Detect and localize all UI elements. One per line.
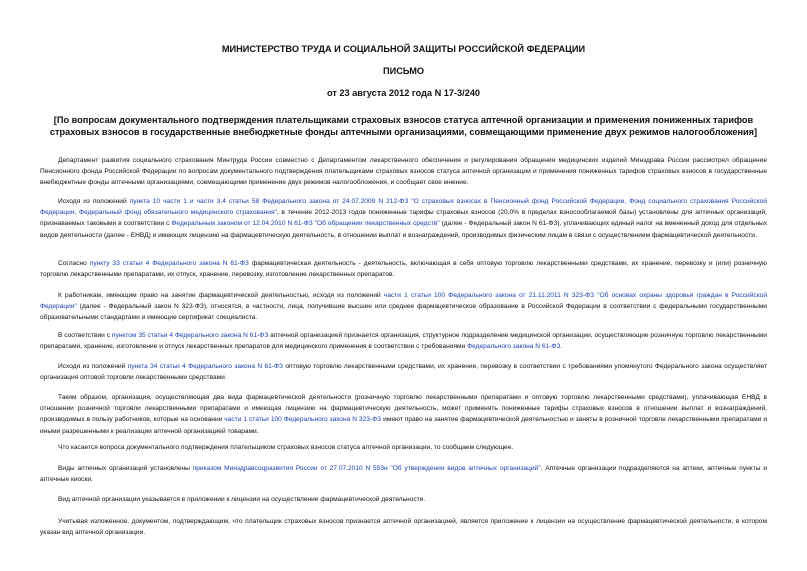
law-212-fz-link[interactable]: пункта 10 части 1 и части 3.4 статьи 58 Федерального закона от 24.07.2009 N 212-ФЗ "О страховых взносах в Пенсионный фонд Российской Федерации, Фонд социального страхования Российской Федерации, Федеральный фонд обязательного медицинского страхования" — [40, 198, 767, 217]
paragraph-6: Исходя из положений пункта 34 статьи 4 Федерального закона N 61-ФЗ оптовую торговлю лекарственными средствами, их хранение, перевозку в соответствии с требованиями упомянутого Федерального закона осуществляет организация оптовой торговли лекарственными средствами. — [40, 363, 767, 382]
law-61-fz-p33-link[interactable]: пункту 33 статьи 4 Федерального закона N 61-ФЗ — [89, 260, 249, 267]
paragraph-7: Таким образом, организация, осуществляющая два вида фармацевтической деятельности (розничную торговлю лекарственными препаратами и оптовую торговлю лекарственными средствами), уплачивающая ЕНВД в отношении розничной торговли лекарственными препаратами и имеющая лицензию на фармацевтическую деятельность, может применять пониженные тарифы страховых взносов в отношении выплат и вознаграждений, производимых в пользу работников, которые на основании части 1 статьи 100 Федерального закона N 323-ФЗ имеют право на занятие фармацевтической деятельностью и заняты в розничной торговле лекарственными препаратами и иными разрешенными к реализации аптечной организацией товарами. — [40, 394, 768, 435]
document-subject: [По вопросам документального подтверждения плательщиками страховых взносов статуса аптечной организации и применения пониженных тарифов страховых взносов в государственные внебюджетные фонды аптечными организациями, совмещающими применение двух режимов налогообложения] — [49, 115, 758, 137]
document-type: ПИСЬМО — [382, 66, 425, 76]
law-323-fz-art100-link[interactable]: части 1 статьи 100 Федерального закона N 323-ФЗ — [224, 416, 382, 424]
document-date-number: от 23 августа 2012 года N 17-3/240 — [326, 88, 481, 98]
paragraph-8: Что касается вопроса документального подтверждения плательщиком страховых взносов статуса аптечной организации, то сообщаем следующее. — [58, 444, 514, 451]
law-61-fz-p35-link[interactable]: пунктом 35 статьи 4 Федерального закона N 61-ФЗ — [111, 332, 269, 339]
paragraph-10: Вид аптечной организации указывается в приложении к лицензии на осуществление фармацевтической деятельности. — [58, 496, 426, 503]
law-323-fz-link[interactable]: части 1 статьи 100 Федерального закона от 21.11.2011 N 323-ФЗ "Об основах охраны здоровья граждан в Российской Федерации" — [40, 292, 767, 311]
order-553n-link[interactable]: приказом Минздравсоцразвития России от 27.07.2010 N 553н "Об утверждении видов аптечных организаций" — [192, 465, 541, 472]
law-61-fz-link[interactable]: Федеральным законом от 12.04.2010 N 61-ФЗ "Об обращении лекарственных средств" — [171, 220, 440, 228]
paragraph-5: В соответствии с пунктом 35 статьи 4 Федерального закона N 61-ФЗ аптечной организацией признается организация, структурное подразделение медицинской организации, осуществляющие розничную торговлю лекарственными препаратами, хранение, изготовление и отпуск лекарственных препаратов для медицинского применения в соответствии с требованиями Федерального закона N 61-ФЗ. — [40, 332, 767, 351]
paragraph-2: Исходя из положений пункта 10 части 1 и части 3.4 статьи 58 Федерального закона от 24.07.2009 N 212-ФЗ "О страховых взносах в Пенсионный фонд Российской Федерации, Фонд социального страхования Российской Федерации, Федеральный фонд обязательного медицинского страхования", в течение 2012-2013 годов пониженные тарифы страховых взносов (20,0% в пределах взносооблагаемой базы) установлены для аптечных организаций, признаваемых таковыми в соответствии с Федеральным законом от 12.04.2010 N 61-ФЗ "Об обращении лекарственных средств" (далее - Федеральный закон N 61-ФЗ), уплачивающих единый налог на вмененный доход для отдельных видов деятельности (далее - ЕНВД) и имеющих лицензию на фармацевтическую деятельность, в отношении выплат и вознаграждений, производимых физическим лицам в связи с осуществлением фармацевтической деятельности. — [40, 198, 767, 239]
paragraph-4: К работникам, имеющим право на занятие фармацевтической деятельностью, исходя из положений части 1 статьи 100 Федерального закона от 21.11.2011 N 323-ФЗ "Об основах охраны здоровья граждан в Российской Федерации" (далее - Федеральный закон N 323-ФЗ), относятся, в частности, лица, получившие высшее или среднее фармацевтическое образование в Российской Федерации в соответствии с федеральными государственными образовательными стандартами и имеющие сертификат специалиста. — [40, 292, 767, 322]
paragraph-1: Департамент развития социального страхования Минтруда России совместно с Департаментом лекарственного обеспечения и регулирования обращения медицинских изделий Минздрава России рассмотрел обращение Пенсионного фонда Российской Федерации по вопросам документального подтверждения плательщиками страховых взносов статуса аптечной организации и применения пониженных тарифов страховых взносов в государственные внебюджетные фонды аптечными организациями, совмещающими применение двух режимов налогообложения, и сообщает свое мнение. — [40, 157, 767, 187]
paragraph-9: Виды аптечных организаций установлены приказом Минздравсоцразвития России от 27.07.2010 N 553н "Об утверждении видов аптечных организаций". Аптечные организации подразделяются на аптеки, аптечные пункты и аптечные киоски. — [40, 465, 767, 484]
law-61-fz-p34-link[interactable]: пункта 34 статьи 4 Федерального закона N 61-ФЗ — [127, 363, 284, 370]
ministry-heading: МИНИСТЕРСТВО ТРУДА И СОЦИАЛЬНОЙ ЗАЩИТЫ РОССИЙСКОЙ ФЕДЕРАЦИИ — [221, 44, 586, 54]
law-61-fz-ref-link[interactable]: Федерального закона N 61-ФЗ — [467, 343, 561, 351]
paragraph-3: Согласно пункту 33 статьи 4 Федерального закона N 61-ФЗ фармацевтическая деятельность - деятельность, включающая в себя оптовую торговлю лекарственными средствами, их хранение, перевозку и (или) розничную торговлю лекарственными препаратами, их отпуск, хранение, перевозку, изготовление лекарственных препаратов. — [40, 260, 767, 279]
paragraph-11: Учитывая изложенное, документом, подтверждающим, что плательщик страховых взносов признается аптечной организацией, является приложение к лицензии на осуществление фармацевтической деятельности, в котором указан вид аптечной организации. — [40, 518, 767, 537]
